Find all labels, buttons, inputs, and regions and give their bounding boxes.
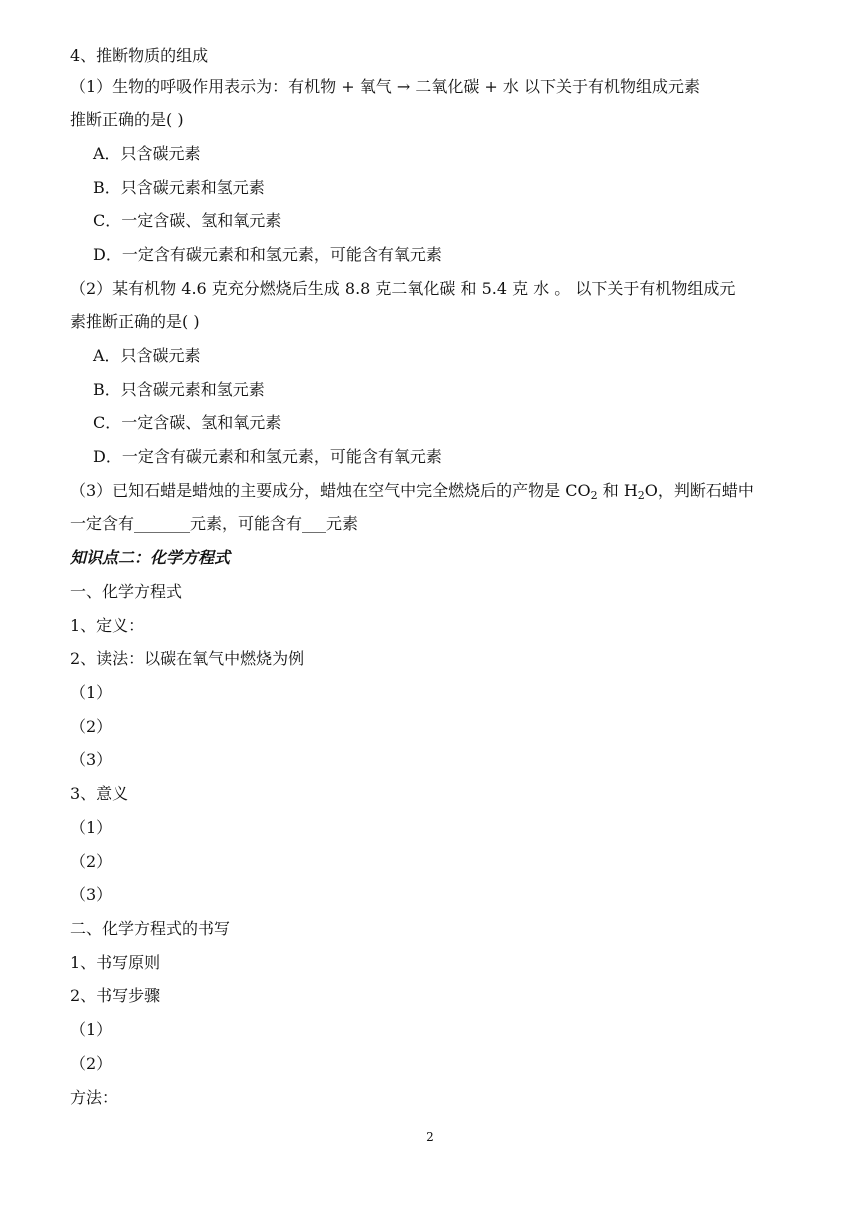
reading-item-3: （3） [70, 750, 113, 769]
question-2-option-c: C．一定含碳、氢和氧元素 [93, 413, 282, 432]
meaning-item-2: （2） [70, 852, 113, 871]
method-label: 方法： [70, 1088, 119, 1107]
question-3-line-1 [70, 481, 754, 506]
question-1-line-2: 推断正确的是( ) [70, 110, 184, 129]
question-1-line-1: （1）生物的呼吸作用表示为：有机物 + 氧气 → 二氧化碳 + 水 以下关于有机物组成元素 [70, 77, 701, 96]
knowledge-point-heading: 知识点二：化学方程式 [70, 548, 231, 567]
question-3-text-pre: （3）已知石蜡是蜡烛的主要成分，蜡烛在空气中完全燃烧后的产物是 CO [70, 481, 591, 500]
definition-label: 1、定义： [70, 616, 145, 635]
meaning-item-1: （1） [70, 818, 113, 837]
question-3-line-2: 一定含有_______元素，可能含有___元素 [70, 514, 359, 533]
question-3-text-post: O，判断石蜡中 [644, 481, 754, 500]
meaning-label: 3、意义 [70, 784, 129, 803]
question-1-option-b: B．只含碳元素和氢元素 [93, 178, 265, 197]
question-3-text-mid: 和 H [597, 481, 638, 500]
steps-label: 2、书写步骤 [70, 986, 161, 1005]
section-two-title: 二、化学方程式的书写 [70, 919, 231, 938]
question-1-option-a: A．只含碳元素 [93, 144, 201, 163]
steps-item-2: （2） [70, 1054, 113, 1073]
question-2-line-2: 素推断正确的是( ) [70, 312, 200, 331]
h2o-subscript: 2 [637, 489, 645, 502]
page-number: 2 [426, 1130, 434, 1144]
principle-label: 1、书写原则 [70, 953, 161, 972]
meaning-item-3: （3） [70, 885, 113, 904]
question-2-option-a: A．只含碳元素 [93, 346, 201, 365]
steps-item-1: （1） [70, 1020, 113, 1039]
question-2-option-d: D．一定含有碳元素和和氢元素，可能含有氧元素 [93, 447, 442, 466]
question-2-option-b: B．只含碳元素和氢元素 [93, 380, 265, 399]
reading-label: 2、读法：以碳在氧气中燃烧为例 [70, 649, 305, 668]
co2-subscript: 2 [590, 489, 598, 502]
reading-item-1: （1） [70, 683, 113, 702]
question-1-option-c: C．一定含碳、氢和氧元素 [93, 211, 282, 230]
reading-item-2: （2） [70, 717, 113, 736]
question-1-option-d: D．一定含有碳元素和和氢元素，可能含有氧元素 [93, 245, 442, 264]
question-2-line-1: （2）某有机物 4.6 克充分燃烧后生成 8.8 克二氧化碳 和 5.4 克 水 。 以下关于有机物组成元 [70, 279, 736, 298]
section-one-title: 一、化学方程式 [70, 582, 183, 601]
section-title: 4、推断物质的组成 [70, 46, 209, 65]
